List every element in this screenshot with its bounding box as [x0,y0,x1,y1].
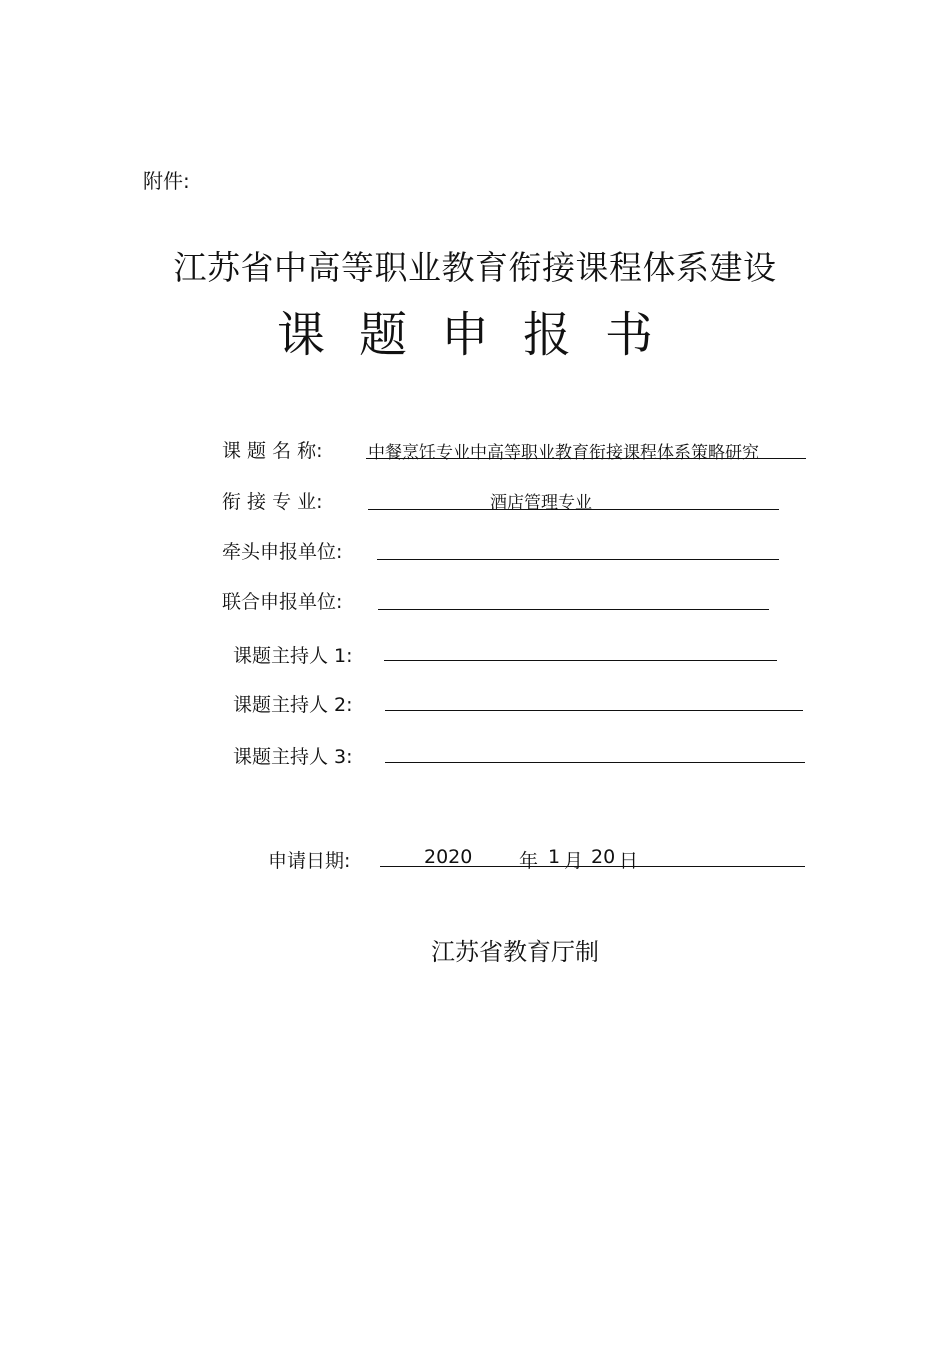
document-title-line1: 江苏省中高等职业教育衔接课程体系建设 [173,248,777,287]
field-label-lead-unit: 牵头申报单位: [222,541,343,563]
application-date-month: 1 [548,846,561,868]
application-date-month-unit: 月 [564,850,584,872]
field-label-host-1: 课题主持人 1: [233,645,353,667]
document-title-line2: 课题申报书 [277,307,688,363]
field-label-project-name: 课 题 名 称: [222,440,323,462]
field-label-host-3: 课题主持人 3: [233,746,353,768]
application-date-year-unit: 年 [519,850,539,872]
lead-unit-field[interactable] [377,533,779,560]
linked-major-value: 酒店管理专业 [490,493,592,513]
issuer-label: 江苏省教育厅制 [431,938,599,966]
field-label-linked-major: 衔 接 专 业: [222,491,323,513]
host-1-field[interactable] [384,634,777,661]
application-date-label: 申请日期: [268,850,351,872]
host-3-field[interactable] [385,736,805,763]
application-date-day: 20 [591,846,616,868]
project-name-value: 中餐烹饪专业中高等职业教育衔接课程体系策略研究 [368,443,759,463]
host-2-field[interactable] [385,684,803,711]
attachment-label: 附件: [143,169,190,193]
field-label-host-2: 课题主持人 2: [233,694,353,716]
joint-unit-field[interactable] [378,583,769,610]
application-date-year: 2020 [424,846,473,868]
application-date-day-unit: 日 [619,850,639,872]
field-label-joint-unit: 联合申报单位: [222,591,343,613]
